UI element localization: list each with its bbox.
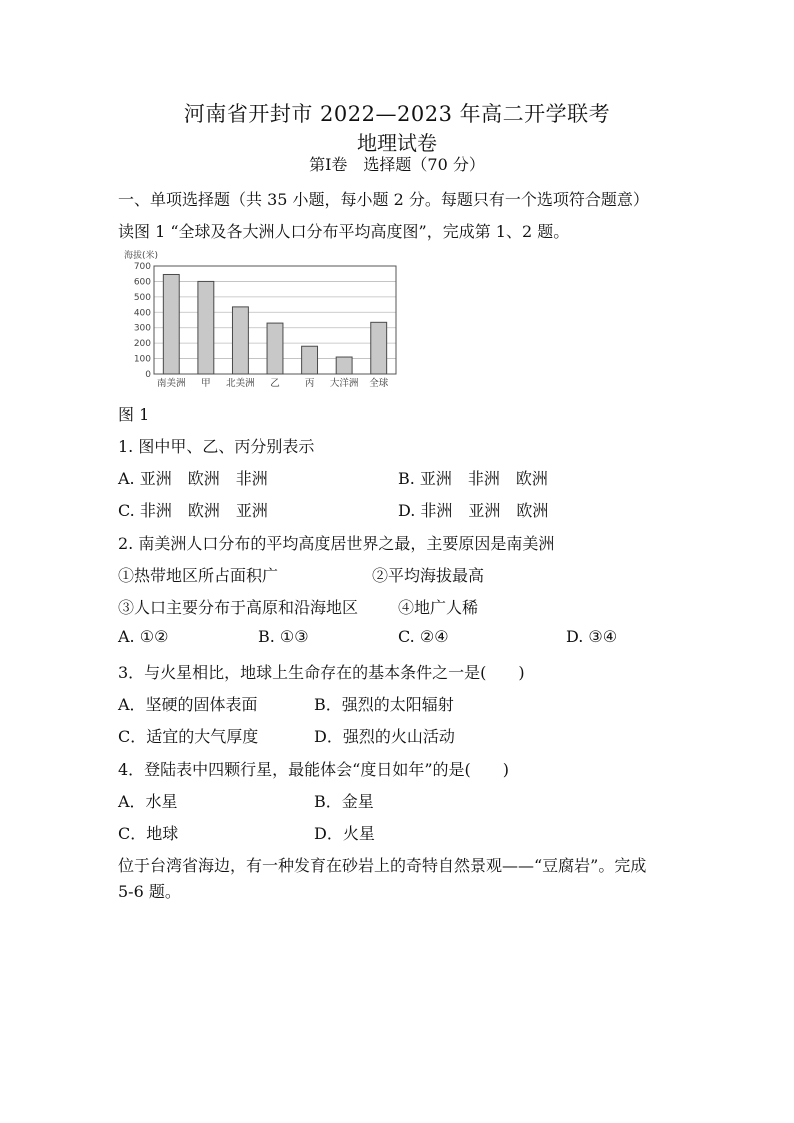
question-3-option-d: D．强烈的火山活动: [314, 727, 455, 746]
section-heading: 一、单项选择题（共 35 小题，每小题 2 分。每题只有一个选项符合题意）: [118, 190, 649, 209]
chart-y-tick-label: 0: [145, 370, 151, 380]
passage-line-2: 5-6 题。: [118, 882, 181, 901]
question-1-option-c: C. 非洲 欧洲 亚洲: [118, 501, 268, 520]
question-4-option-a: A．水星: [118, 792, 178, 811]
question-3-option-a: A．坚硬的固体表面: [118, 695, 258, 714]
chart-y-tick-label: 600: [133, 277, 151, 288]
chart-x-tick-label: 甲: [201, 378, 211, 389]
chart-bar: [232, 307, 248, 374]
question-1-option-d: D. 非洲 亚洲 欧洲: [398, 501, 549, 520]
question-2-option-c: C. ②④: [398, 627, 449, 646]
question-2-statement-1: ①热带地区所占面积广: [118, 566, 279, 585]
question-3-stem: 3．与火星相比，地球上生命存在的基本条件之一是( ): [118, 663, 525, 682]
exam-part: 第Ⅰ卷 选择题（70 分）: [309, 155, 485, 174]
chart-y-tick-label: 700: [133, 262, 151, 272]
question-4-stem: 4．登陆表中四颗行星，最能体会“度日如年”的是( ): [118, 760, 510, 779]
question-2-statement-4: ④地广人稀: [398, 598, 479, 617]
chart-bar: [198, 281, 214, 374]
figure-caption: 图 1: [118, 405, 150, 424]
chart-bar: [371, 322, 387, 374]
chart-x-tick-label: 北美洲: [226, 378, 255, 389]
chart-x-tick-label: 南美洲: [157, 378, 186, 389]
chart-bar: [302, 346, 318, 374]
chart-bar: [336, 357, 352, 374]
chart-y-tick-label: 400: [133, 308, 151, 319]
chart-bar: [163, 274, 179, 374]
exam-title: 河南省开封市 2022—2023 年高二开学联考: [183, 102, 611, 126]
question-4-option-d: D．火星: [314, 824, 375, 843]
question-2-statement-3: ③人口主要分布于高原和沿海地区: [118, 598, 359, 617]
question-1-option-a: A. 亚洲 欧洲 非洲: [118, 469, 268, 488]
question-1-option-b: B. 亚洲 非洲 欧洲: [398, 469, 548, 488]
chart-y-tick-label: 500: [133, 292, 151, 303]
chart-x-tick-label: 乙: [270, 378, 280, 389]
section-intro: 读图 1 “全球及各大洲人口分布平均高度图”，完成第 1、2 题。: [118, 222, 570, 241]
question-2-option-d: D. ③④: [566, 627, 618, 646]
chart-svg: [118, 248, 404, 392]
question-1-stem: 1. 图中甲、乙、丙分别表示: [118, 437, 315, 456]
chart-x-tick-label: 全球: [369, 378, 389, 389]
question-4-option-b: B．金星: [314, 792, 374, 811]
passage-line-1: 位于台湾省海边，有一种发育在砂岩上的奇特自然景观——“豆腐岩”。完成: [118, 856, 647, 875]
chart-y-axis-label: 海拔(米): [124, 251, 159, 261]
question-2-stem: 2. 南美洲人口分布的平均高度居世界之最，主要原因是南美洲: [118, 534, 555, 553]
chart-y-tick-label: 100: [133, 354, 151, 365]
chart-x-tick-label: 大洋洲: [329, 378, 359, 389]
question-3-option-c: C．适宜的大气厚度: [118, 727, 259, 746]
question-2-option-b: B. ①③: [258, 627, 309, 646]
question-3-option-b: B．强烈的太阳辐射: [314, 695, 454, 714]
chart-y-tick-label: 200: [133, 339, 151, 350]
question-2-statement-2: ②平均海拔最高: [372, 566, 485, 585]
chart-x-tick-label: 丙: [304, 378, 315, 389]
population-height-chart: [118, 248, 404, 392]
chart-bar: [267, 323, 283, 374]
exam-subject: 地理试卷: [357, 131, 437, 155]
chart-y-tick-label: 300: [133, 323, 151, 334]
question-4-option-c: C．地球: [118, 824, 179, 843]
question-2-option-a: A. ①②: [118, 627, 169, 646]
